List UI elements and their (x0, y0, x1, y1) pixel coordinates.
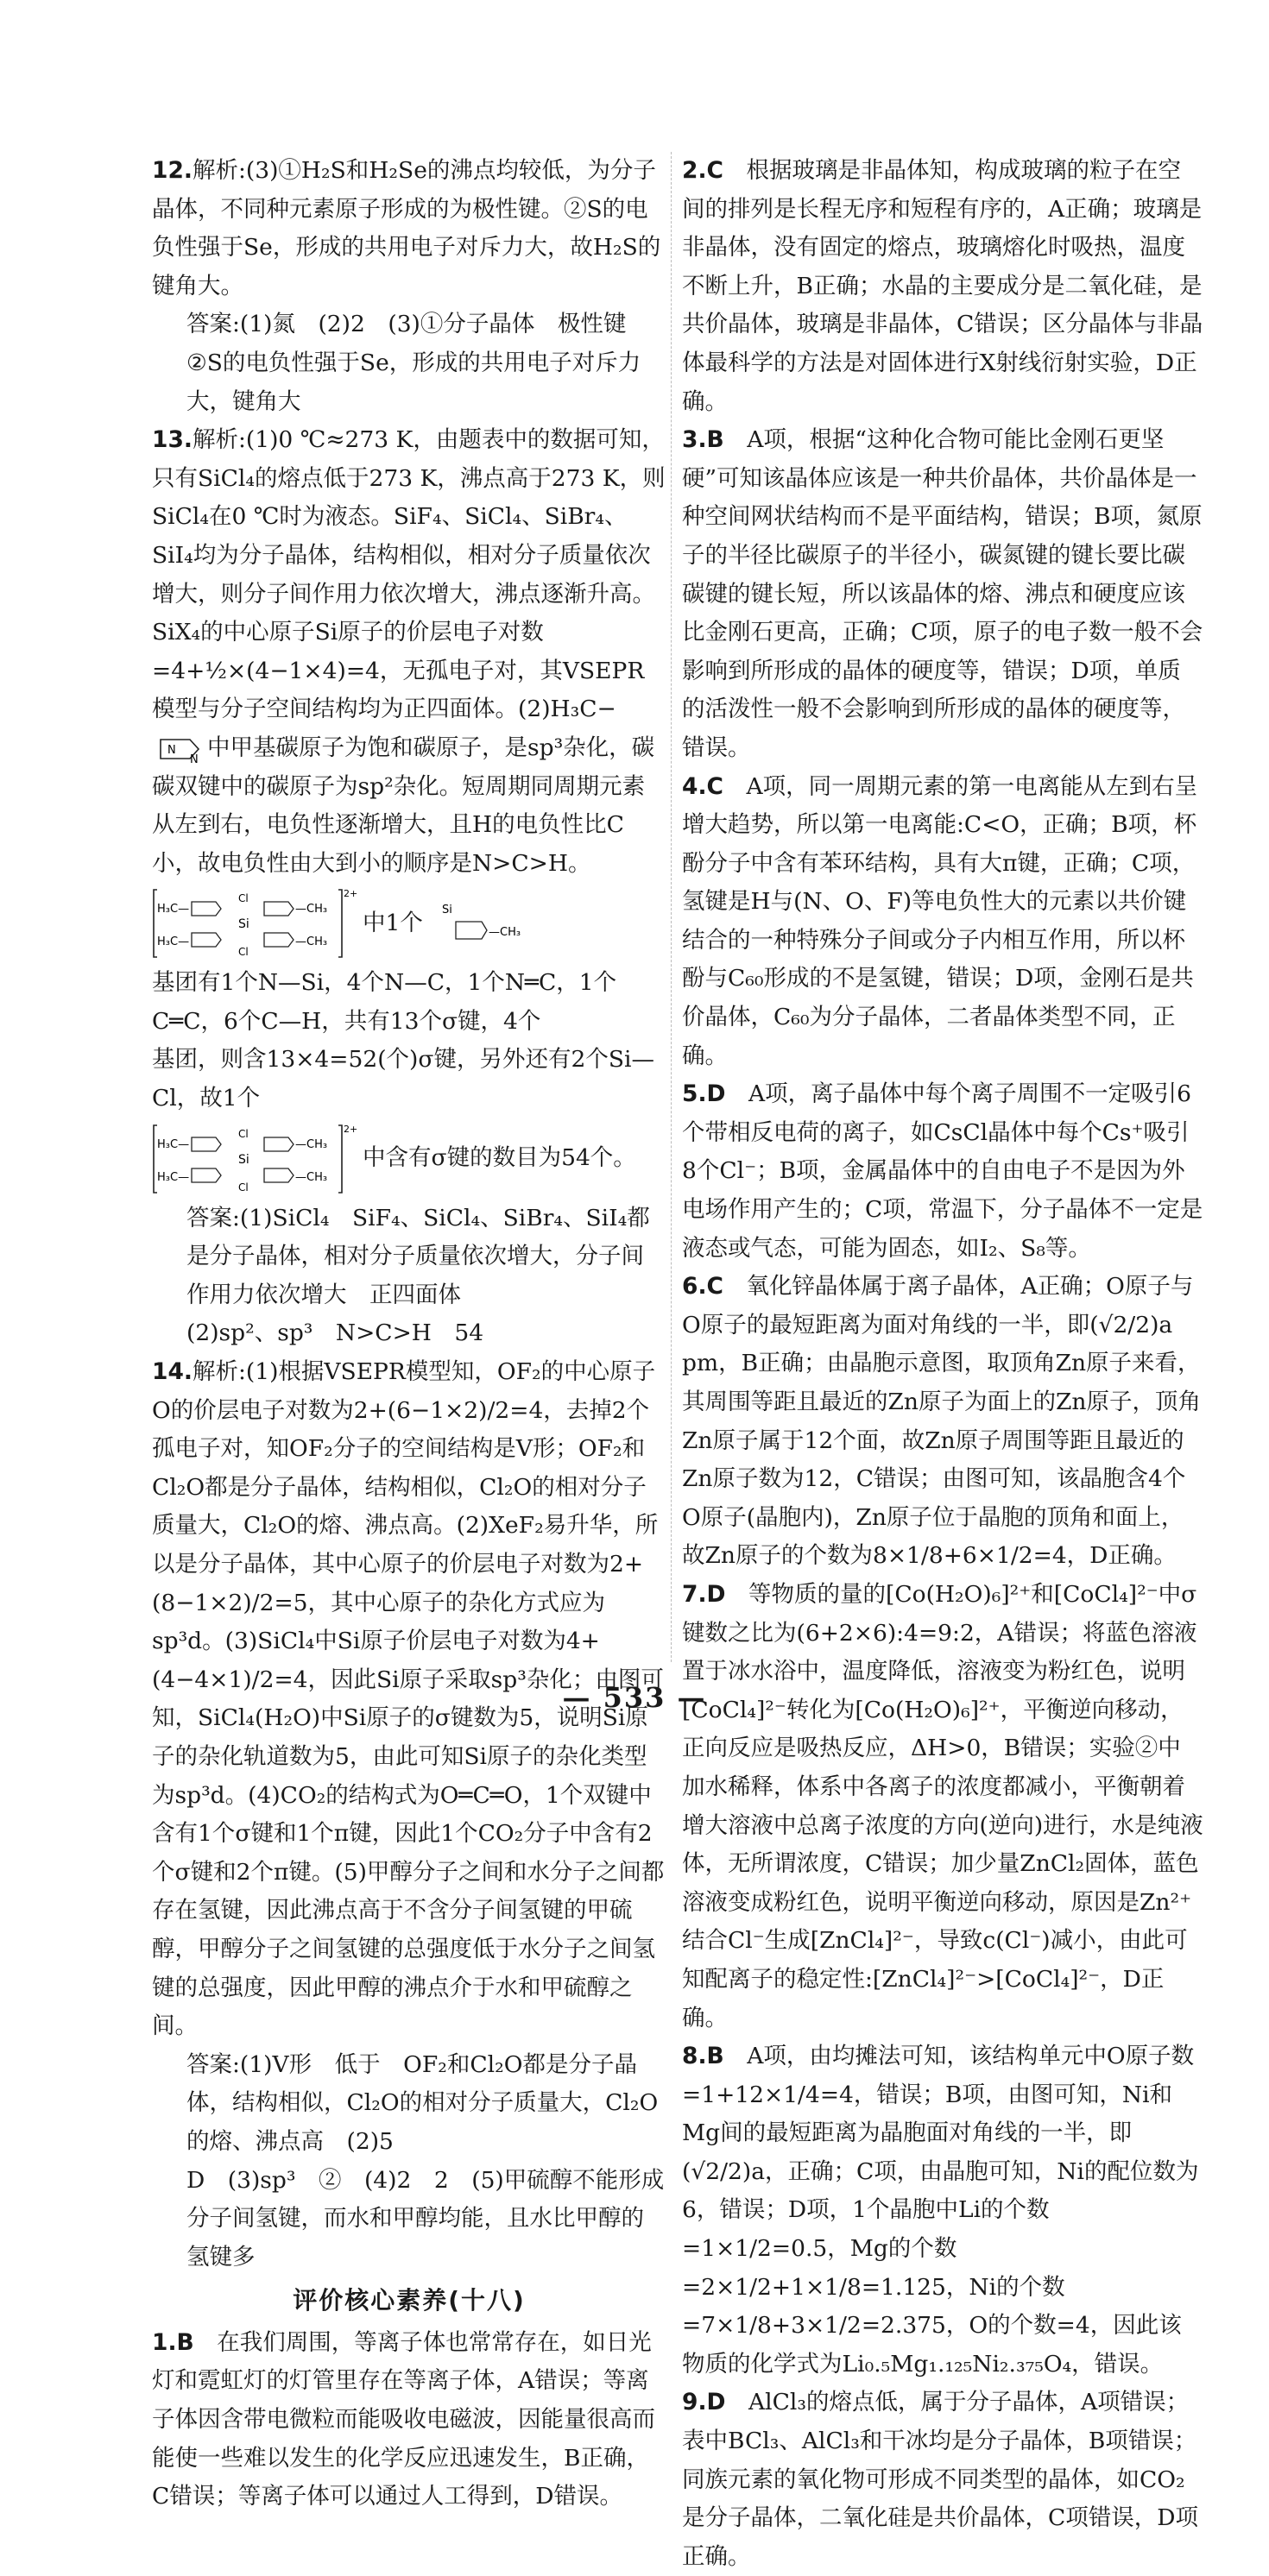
q13-text-2d: 中含有σ键的数目为54个。 (363, 1144, 636, 1172)
q13-answer: 答案:(1)SiCl₄ SiF₄、SiCl₄、SiBr₄、SiI₄都是分子晶体，相对分子质量依次增大，分子间作用力依次增大 正四面体 (186, 1204, 650, 1308)
svg-text:—CH₃: —CH₃ (295, 903, 328, 916)
s6-analysis (682, 1268, 1203, 1576)
q14-answer: 答案:(1)V形 低于 OF₂和Cl₂O都是分子晶体，结构相似，Cl₂O的相对分子质量大，Cl₂O的熔、沸点高 (2)5 (186, 2050, 659, 2155)
q12-text: 解析:(3)①H₂S和H₂Se的沸点均较低，为分子晶体，不同种元素原子形成的为极性键。②S的电负性强于Se，形成的共用电子对斥力大，故H₂S的键角大。 (152, 157, 661, 299)
q13-text-1b: 中甲基碳原子为饱和碳原子，是sp³杂化，碳碳双键中的碳原子为sp²杂化。短周期同周期元素从左到右，电负性逐渐增大，且H的电负性比C小，故电负性由大到小的顺序是N>C>H。 (152, 734, 655, 877)
s5-analysis (682, 1075, 1203, 1268)
svg-text:Cl: Cl (238, 1181, 249, 1194)
q13-text-2c: 基团，则含13×4=52(个)σ键，另外还有2个Si—Cl，故1个 (152, 1046, 654, 1112)
q13-text-1: 解析:(1)0 ℃≈273 K，由题表中的数据可知，只有SiCl₄的熔点低于273 K，沸点高于273 K，则SiCl₄在0 ℃时为液态。SiF₄、SiCl₄、SiBr₄、SiI₄均为分子晶体，结构相似，相对分子质量依次增大，则分子间作用力依次增大，沸点逐渐升高。SiX₄的中心原子Si原子的价层电子对数=4+½×(4−1×4)=4，无孤电子对，其VSEPR模型与分子空间结构均为正四面体。(2)H₃C− (152, 426, 666, 723)
q14-text: 解析:(1)根据VSEPR模型知，OF₂的中心原子O的价层电子对数为2+(6−1×2)/2=4，去掉2个孤电子对，知OF₂分子的空间结构是V形；OF₂和Cl₂O都是分子晶体，结构相似，Cl₂O的相对分子质量大，Cl₂O的熔、沸点高。(2)XeF₂易升华，所以是分子晶体，其中心原子的价层电子对数为2+(8−1×2)/2=5，其中心原子的杂化方式应为sp³d。(3)SiCl₄中Si原子价层电子对数为4+(4−4×1)/2=4，因此Si原子采取sp³杂化；由图可知，SiCl₄(H₂O)中Si原子的σ键数为5，说明Si原子的杂化轨道数为5，由此可知Si原子的杂化类型为sp³d。(4)CO₂的结构式为O═C═O，1个双键中含有1个σ键和1个π键，因此1个CO₂分子中含有2个σ键和2个π键。(5)甲醇分子之间和水分子之间都存在氢键，因此沸点高于不含分子间氢键的甲硫醇，甲醇分子之间氢键的总强度低于水分子之间氢键的总强度，因此甲醇的沸点介于水和甲硫醇之间。 (152, 1358, 665, 2040)
s3-number: 3.B (682, 426, 724, 454)
svg-text:H₃C—: H₃C— (157, 903, 190, 916)
s2-number: 2.C (682, 157, 723, 184)
s9-analysis (682, 2384, 1203, 2576)
s6-text: 氧化锌晶体属于离子晶体，A正确；O原子与O原子的最短距离为面对角线的一半，即(√2/2)a pm，B正确；由晶胞示意图，取顶角Zn原子来看，其周围等距且最近的Zn原子为面上的Zn原子，顶角Zn原子属于12个面，故Zn原子周围等距且最近的Zn原子数为12，C错误；由图可知，该晶胞含4个O原子(晶胞内)，Zn原子位于晶胞的顶角和面上，故Zn原子的个数为8×1/8+6×1/2=4，D正确。 (682, 1273, 1201, 1570)
s8-number: 8.B (682, 2043, 724, 2070)
q12-answer-2: ②S的电负性强于Se，形成的共用电子对斥力大，键角大 (186, 349, 641, 415)
si-complex-icon (152, 886, 358, 960)
svg-text:—CH₃: —CH₃ (295, 1137, 328, 1151)
section-title: 评价核心素养(十八) (293, 2286, 526, 2315)
s4-text: A项，同一周期元素的第一电离能从左到右呈增大趋势，所以第一电离能:C<O，正确；B项，杯酚分子中含有苯环结构，具有大π键，正确；C项，氢键是H与(N、O、F)等电负性大的元素以共价键结合的一种特殊分子间或分子内相互作用，所以杯酚与C₆₀形成的不是氢键，错误；D项，金刚石是共价晶体，C₆₀为分子晶体，二者晶体类型不同，正确。 (682, 772, 1198, 1069)
svg-text:Si: Si (441, 904, 452, 917)
right-column (682, 152, 1203, 2576)
q13-text-2b: 基团有1个N—Si，4个N—C，1个N═C，1个C═C，6个C—H，共有13个σ键，4个 (152, 969, 617, 1035)
s1-number: 1.B (152, 2328, 194, 2356)
q13-number: 13. (152, 426, 193, 454)
svg-text:Cl: Cl (238, 892, 249, 905)
s2-text: 根据玻璃是非晶体知，构成玻璃的粒子在空间的排列是长程无序和短程有序的，A正确；玻璃是非晶体，没有固定的熔点，玻璃熔化时吸热，温度不断上升，B正确；水晶的主要成分是二氧化硅，是共价晶体，玻璃是非晶体，C错误；区分晶体与非晶体最科学的方法是对固体进行X射线衍射实验，D正确。 (682, 157, 1203, 415)
q12-number: 12. (152, 157, 193, 184)
q14-number: 14. (152, 1358, 193, 1386)
q13-analysis (152, 421, 666, 883)
s8-text: A项，由均摊法可知，该结构单元中O原子数=1+12×1/4=4，错误；B项，由图可知，Ni和Mg间的最短距离为晶胞面对角线的一半，即(√2/2)a，正确；C项，由晶胞可知，Ni的配位数为6，错误；D项，1个晶胞中Li的个数=1×1/2=0.5，Mg的个数=2×1/2+1×1/8=1.125，Ni的个数=7×1/8+3×1/2=2.375，O的个数=4，因此该物质的化学式为Li₀.₅Mg₁.₁₂₅Ni₂.₃₇₅O₄，错误。 (682, 2043, 1199, 2378)
svg-text:N: N (167, 743, 176, 757)
svg-text:H₃C—: H₃C— (157, 1170, 190, 1184)
svg-text:Si: Si (238, 1152, 249, 1167)
svg-text:Cl: Cl (238, 946, 249, 959)
s1-text: 在我们周围，等离子体也常常存在，如日光灯和霓虹灯的灯管里存在等离子体，A错误；等离子体因含带电微粒而能吸收电磁波，因能量很高而能使一些难以发生的化学反应迅速发生，B正确，C错误；等离子体可以通过人工得到，D错误。 (152, 2328, 655, 2510)
svg-text:H₃C—: H₃C— (157, 1137, 190, 1151)
complex-ion-structure-1 (152, 886, 666, 960)
imidazole-ring-icon (152, 734, 207, 764)
q14-answer-2: D (3)sp³ ② (4)2 2 (5)甲硫醇不能形成分子间氢键，而水和甲醇均能，且水比甲醇的氢键多 (186, 2166, 665, 2271)
left-column (152, 152, 666, 2516)
si-imidazole-group-icon (435, 899, 539, 948)
svg-text:—CH₃: —CH₃ (488, 926, 521, 940)
q13-answer-2: (2)sp²、sp³ N>C>H 54 (186, 1319, 484, 1347)
svg-text:H₃C—: H₃C— (157, 935, 190, 949)
s4-number: 4.C (682, 772, 723, 800)
q12-answer: 答案:(1)氮 (2)2 (3)①分子晶体 极性键 (186, 311, 627, 338)
s8-analysis (682, 2037, 1203, 2384)
s9-text: AlCl₃的熔点低，属于分子晶体，A项错误；表中BCl₃、AlCl₃和干冰均是分子晶体，B项错误；同族元素的氧化物可形成不同类型的晶体，如CO₂是分子晶体，二氧化硅是共价晶体，C项错误，D项正确。 (682, 2389, 1199, 2570)
s5-text: A项，离子晶体中每个离子周围不一定吸引6个带相反电荷的离子，如CsCl晶体中每个Cs⁺吸引8个Cl⁻；B项，金属晶体中的自由电子不是因为外电场作用产生的；C项，常温下，分子晶体不一定是液态或气态，可能为固态，如I₂、S₈等。 (682, 1080, 1203, 1262)
svg-text:2+: 2+ (344, 888, 358, 900)
si-complex-icon-2 (152, 1122, 358, 1196)
s7-analysis (682, 1576, 1203, 2037)
s5-number: 5.D (682, 1080, 726, 1108)
svg-text:—CH₃: —CH₃ (295, 1170, 328, 1184)
s6-number: 6.C (682, 1273, 723, 1301)
q12-analysis (152, 152, 666, 305)
s3-text: A项，根据“这种化合物可能比金刚石更坚硬”可知该晶体应该是一种共价晶体，共价晶体是一种空间网状结构而不是平面结构，错误；B项，氮原子的半径比碳原子的半径小，碳氮键的键长要比碳碳键的键长短，所以该晶体的熔、沸点和硬度应该比金刚石更高，正确；C项，原子的电子数一般不会影响到所形成的晶体的硬度等，错误；D项，单质的活泼性一般不会影响到所形成的晶体的硬度等，错误。 (682, 426, 1203, 761)
column-divider (671, 152, 672, 1662)
s3-analysis (682, 421, 1203, 767)
s2-analysis (682, 152, 1203, 421)
s9-number: 9.D (682, 2389, 726, 2416)
svg-text:N: N (190, 753, 199, 766)
q13-text-2a: 中1个 (363, 909, 423, 936)
s7-number: 7.D (682, 1580, 726, 1608)
page-number: — 533 — (562, 1681, 707, 1714)
svg-text:—CH₃: —CH₃ (295, 935, 328, 949)
complex-ion-structure-2 (152, 1122, 666, 1196)
svg-text:Si: Si (238, 917, 249, 932)
s4-analysis (682, 768, 1203, 1076)
svg-text:Cl: Cl (238, 1127, 249, 1140)
s7-text: 等物质的量的[Co(H₂O)₆]²⁺和[CoCl₄]²⁻中σ键数之比为(6+2×6):4=9:2，A错误；将蓝色溶液置于冰水浴中，温度降低，溶液变为粉红色，说明[CoCl₄]²⁻转化为[Co(H₂O)₆]²⁺，平衡逆向移动，正向反应是吸热反应，ΔH>0，B错误；实验②中加水稀释，体系中各离子的浓度都减小，平衡朝着增大溶液中总离子浓度的方向(逆向)进行，水是纯液体，无所谓浓度，C错误；加少量ZnCl₂固体，蓝色溶液变成粉红色，说明平衡逆向移动，原因是Zn²⁺结合Cl⁻生成[ZnCl₄]²⁻，导致c(Cl⁻)减小，由此可知配离子的稳定性:[ZnCl₄]²⁻>[CoCl₄]²⁻，D正确。 (682, 1580, 1203, 2031)
svg-text:2+: 2+ (344, 1123, 358, 1135)
s1-analysis (152, 2324, 666, 2516)
